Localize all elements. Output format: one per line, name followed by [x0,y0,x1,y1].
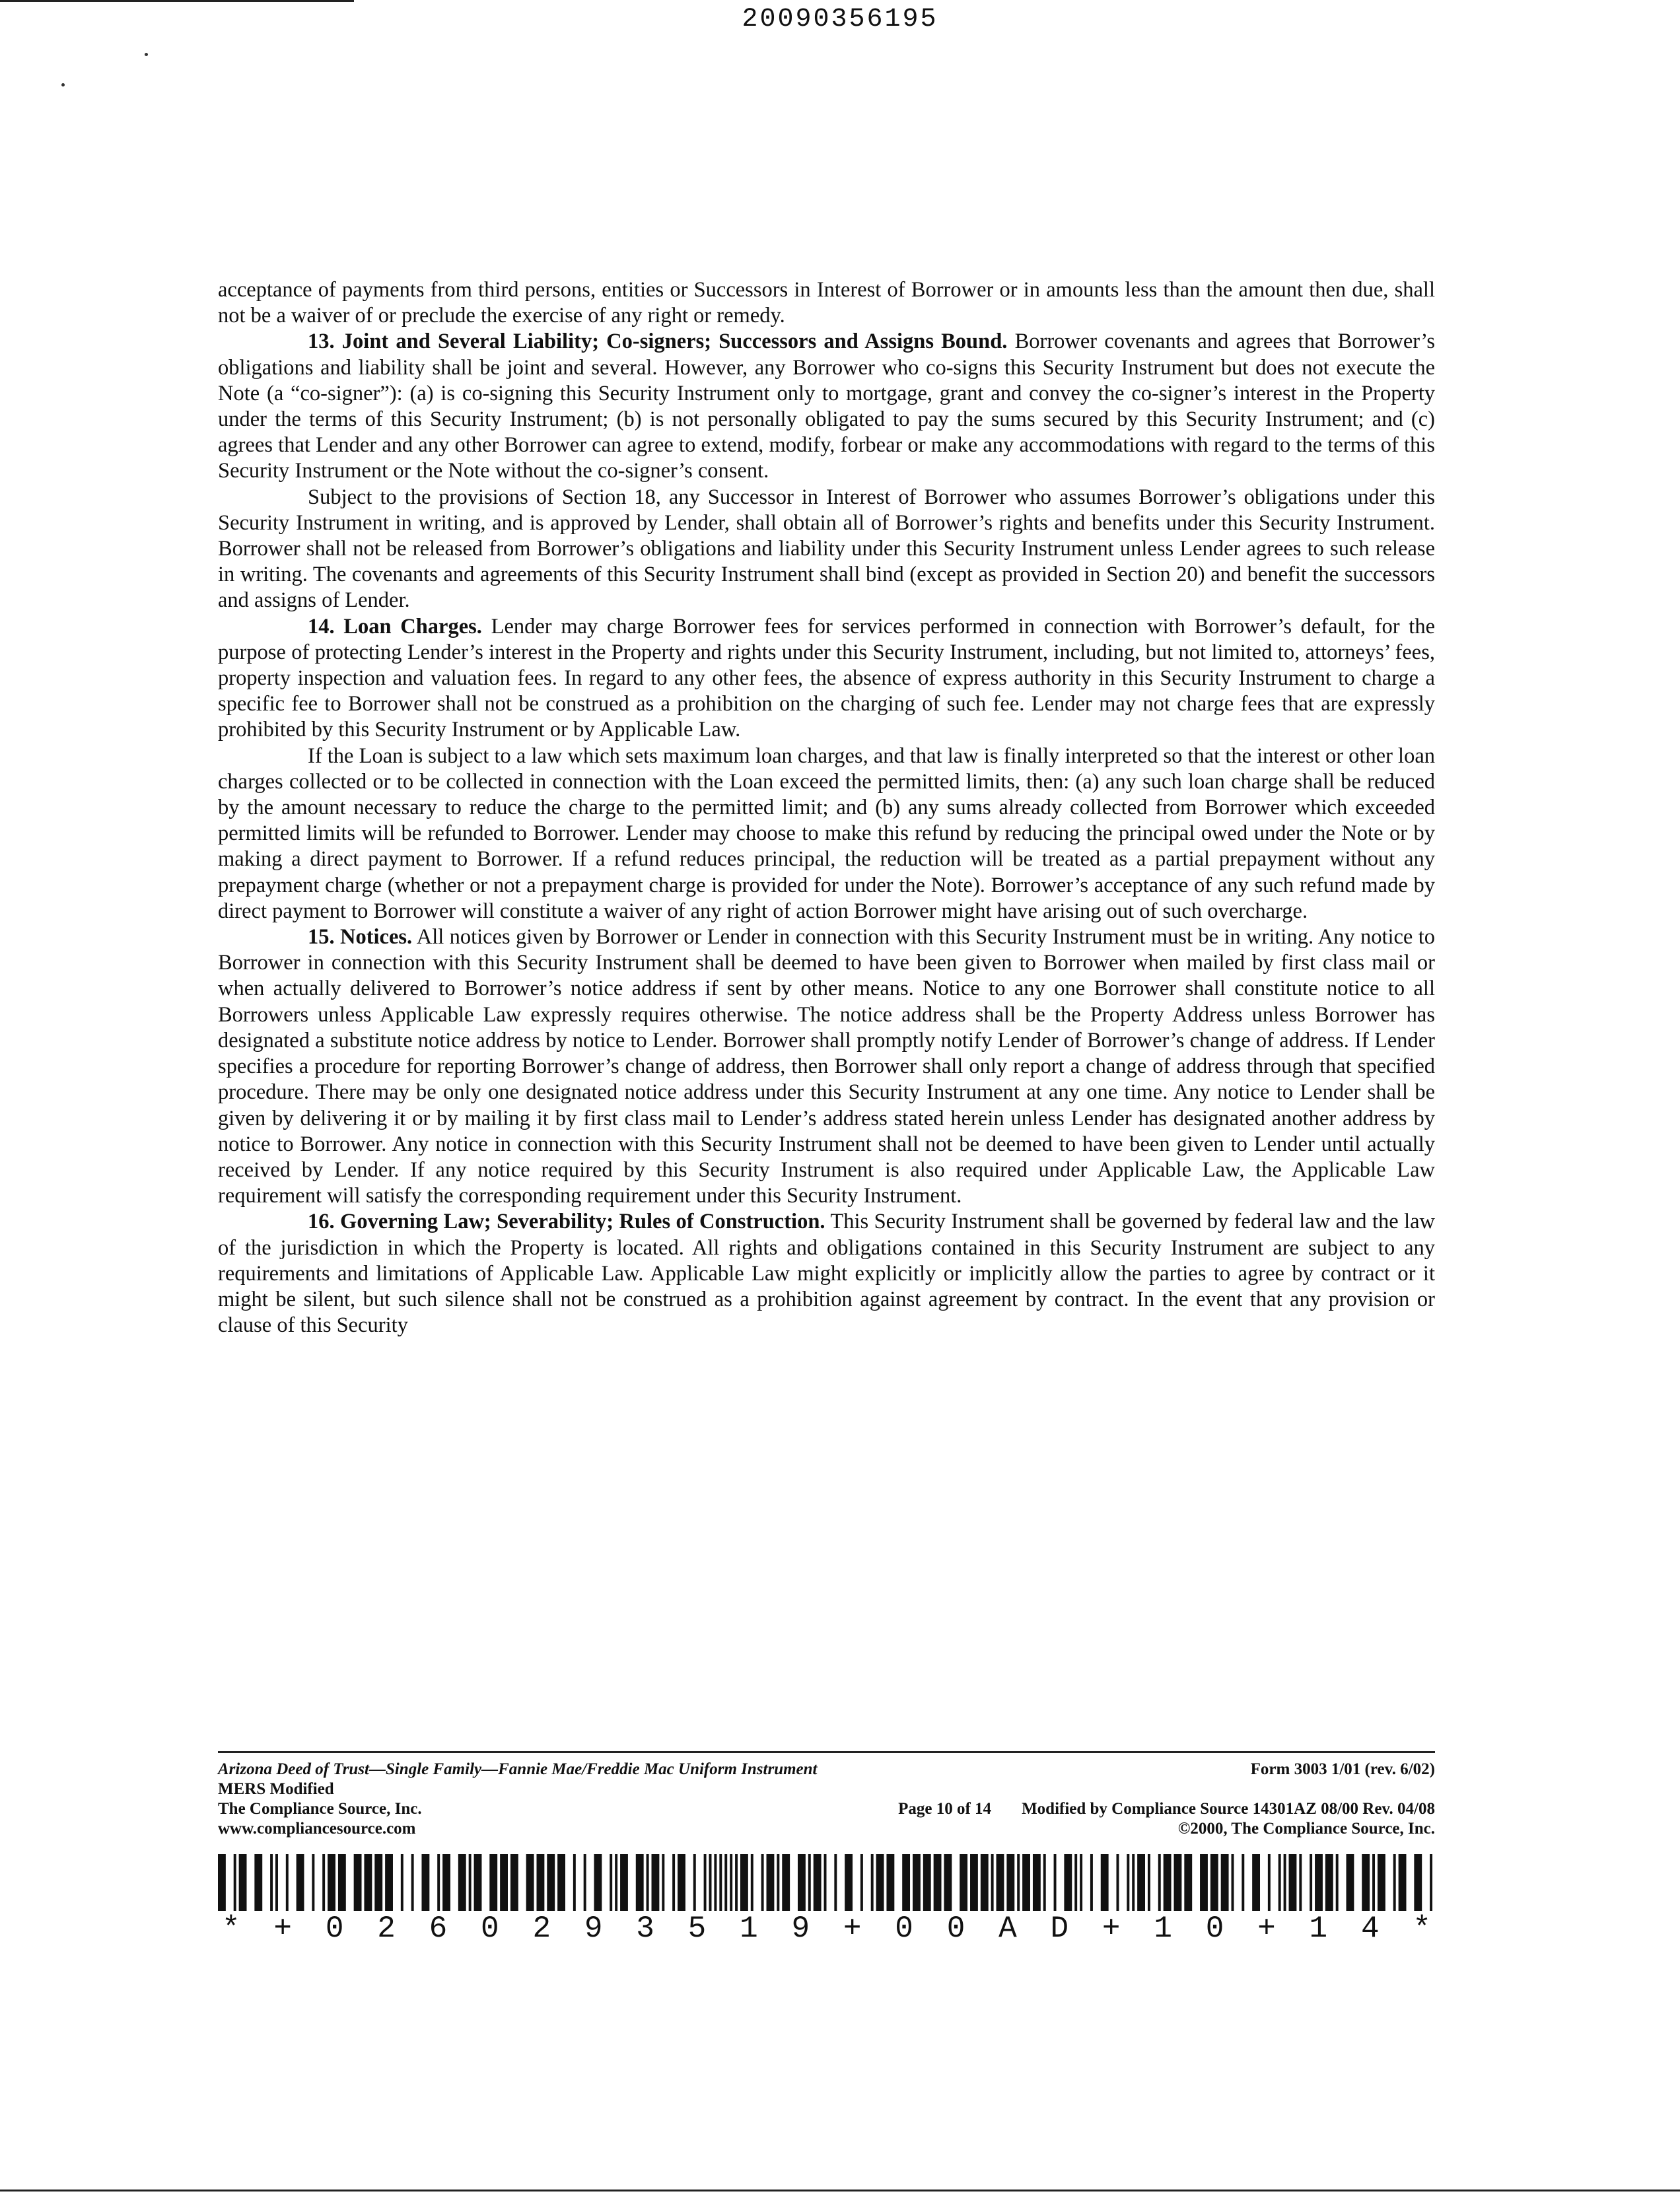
barcode-bar [824,1854,827,1911]
barcode-bar [286,1854,289,1911]
page-number: Page 10 of 14 [898,1800,992,1818]
barcode-bar [526,1854,534,1911]
barcode-bar [328,1854,335,1911]
website: www.compliancesource.com [218,1820,416,1838]
scan-speck [61,83,65,86]
barcode-bar [678,1854,685,1911]
barcode-character: 1 [1309,1912,1328,1946]
barcode-bar [1414,1854,1422,1911]
barcode-bar [1132,1854,1135,1911]
barcode-bar [647,1854,649,1911]
section-15 [218,924,1435,1209]
barcode-bar [923,1854,931,1911]
barcode-bar [1310,1854,1312,1911]
document-body [218,277,1435,1338]
barcode-character: 9 [791,1912,810,1946]
barcode-character: + [273,1912,293,1946]
bottom-rule [0,2190,1680,2191]
company-name: The Compliance Source, Inc. [218,1800,422,1818]
barcode-bar [500,1854,508,1911]
section-13-paragraph-2: Subject to the provisions of Section 18, any Successor in Interest of Borrower who assumes Borrower’s obligations under this Security Instrument in writing, and is approved by Lender, shall obtain all of Borrower’s rights and benefits under this Security Instrument. Borrower shall not be released from Borrower’s obligations and liability under this Security Instrument unless Lender agrees to such release in writing. The covenants and agreements of this Security Instrument shall bind (except as provided in Section 20) and benefit the successors and assigns of Lender. [218,485,1435,613]
barcode-character: 9 [584,1912,603,1946]
barcode-bar [1362,1854,1370,1911]
barcode-bar [740,1854,748,1911]
barcode-character: 2 [377,1912,396,1946]
barcode-character: + [843,1912,862,1946]
barcode-bar [1210,1854,1218,1911]
section-16 [218,1209,1435,1338]
barcode-bar [620,1854,628,1911]
barcode-character: + [1257,1912,1276,1946]
barcode-character: 0 [946,1912,965,1946]
barcode-bar [1289,1854,1297,1911]
barcode-bar [354,1854,362,1911]
barcode-bar [693,1854,696,1911]
barcode-bar [411,1854,414,1911]
barcode-character: 6 [429,1912,448,1946]
barcode-bar [322,1854,325,1911]
barcode-character: D [1050,1912,1069,1946]
barcode-character: 0 [1205,1912,1224,1946]
barcode-bar [981,1854,989,1911]
barcode-bar [1299,1854,1302,1911]
barcode-bar [860,1854,863,1911]
barcode-bar [997,1854,1004,1911]
barcode-bar [254,1854,262,1911]
barcode-bar [761,1854,764,1911]
barcode-bar [652,1854,660,1911]
barcode-bar [1033,1854,1041,1911]
barcode-bar [876,1854,884,1911]
barcode-bar [709,1854,712,1911]
barcode-bar [1006,1854,1014,1911]
barcode-bar [751,1854,753,1911]
barcode-bar [913,1854,921,1911]
barcode-bar [704,1854,707,1911]
barcode-bar [338,1854,346,1911]
barcode-bar [1158,1854,1161,1911]
barcode-character: 0 [481,1912,499,1946]
barcode-text [218,1912,1435,1945]
barcode-bar [218,1854,226,1911]
barcode-bar [312,1854,314,1911]
barcode-bar [557,1854,565,1911]
barcode-bar [1090,1854,1093,1911]
barcode-bar [944,1854,952,1911]
barcode-bar [1074,1854,1077,1911]
barcode-bar [1284,1854,1286,1911]
barcode-bar [1252,1854,1260,1911]
barcode-bar [510,1854,518,1911]
form-number: Form 3003 1/01 (rev. 6/02) [1250,1760,1435,1778]
barcode-bar [474,1854,482,1911]
barcode-bar [537,1854,545,1911]
barcode-bar [489,1854,497,1911]
barcode-bar [437,1854,440,1911]
barcode-bar [845,1854,853,1911]
barcode-bar [808,1854,811,1911]
barcode-bar [1372,1854,1375,1911]
barcode-bar [724,1854,727,1911]
barcode-bar [374,1854,382,1911]
section-15-heading: 15. Notices. [308,925,413,949]
barcode-bar [458,1854,466,1911]
barcode-bar [1336,1854,1339,1911]
barcode-bar [1017,1854,1020,1911]
barcode-bar [1043,1854,1046,1911]
barcode-bar [584,1854,586,1911]
barcode-bar [730,1854,732,1911]
footer-row-4 [218,1819,1435,1839]
barcode-bar [1022,1854,1030,1911]
barcode-bar [735,1854,738,1911]
barcode-bar [934,1854,942,1911]
barcode-character: 0 [325,1912,344,1946]
barcode-bar [991,1854,994,1911]
page-footer [218,1751,1435,1839]
section-13 [218,329,1435,484]
barcode-bar [767,1854,775,1911]
barcode-bar [1278,1854,1281,1911]
barcode-character: * [222,1912,240,1946]
barcode-character: A [998,1912,1017,1946]
barcode-bar [714,1854,717,1911]
barcode-bar [1101,1854,1109,1911]
barcode-bar [672,1854,675,1911]
barcode-bar [547,1854,555,1911]
modified-by: Modified by Compliance Source 14301AZ 08/00 Rev. 04/08 [1022,1800,1435,1818]
barcode-bar [1430,1854,1432,1911]
footer-row-3 [218,1799,1435,1819]
barcode-bar [610,1854,612,1911]
barcode-bar [814,1854,822,1911]
barcode-bar [834,1854,837,1911]
barcode-character: 1 [1154,1912,1172,1946]
barcode-bar [1080,1854,1082,1911]
barcode-bar [902,1854,910,1911]
barcode-bar [960,1854,967,1911]
barcode-bar [886,1854,894,1911]
barcode-bar [1378,1854,1385,1911]
barcode-bar [1148,1854,1150,1911]
barcode-bar [594,1854,602,1911]
barcode-bar [1393,1854,1396,1911]
top-rule [0,0,354,2]
barcode-bar [270,1854,273,1911]
barcode-bar [1117,1854,1119,1911]
section-14-heading: 14. Loan Charges. [308,614,482,638]
barcode-character: 0 [895,1912,913,1946]
barcode-bar [1127,1854,1129,1911]
barcode-bar [1137,1854,1145,1911]
barcode-character: + [1102,1912,1121,1946]
barcode-bar [297,1854,304,1911]
barcode-bar [1221,1854,1229,1911]
barcode-bar [615,1854,617,1911]
mers-label: MERS Modified [218,1780,334,1798]
barcode-character: * [1413,1912,1431,1946]
footer-row-1 [218,1760,1435,1779]
barcode-bar [275,1854,278,1911]
barcode-bar [1315,1854,1323,1911]
barcode-bar [777,1854,779,1911]
barcode-bar [1268,1854,1271,1911]
barcode-bar [421,1854,429,1911]
barcode-bar [662,1854,664,1911]
barcode [218,1854,1435,1911]
barcode-bar [1184,1854,1192,1911]
barcode-bar [573,1854,576,1911]
form-title: Arizona Deed of Trust—Single Family—Fannie Mae/Freddie Mac Uniform Instrument [218,1760,818,1778]
barcode-character: 3 [636,1912,654,1946]
barcode-bar [364,1854,372,1911]
paragraph-continuation: acceptance of payments from third persons, entities or Successors in Interest of Borrower or in amounts less than the amount then due, shall not be a waiver of or preclude the exercise of any right or remedy. [218,278,1435,328]
barcode-bar [234,1854,236,1911]
barcode-bar [1164,1854,1172,1911]
barcode-area [218,1854,1435,1945]
barcode-bar [1174,1854,1182,1911]
barcode-character: 5 [687,1912,707,1946]
footer-row-2 [218,1779,1435,1799]
barcode-bar [1064,1854,1072,1911]
scan-speck [145,53,148,56]
barcode-bar [1399,1854,1407,1911]
document-number: 20090356195 [742,5,938,34]
section-14 [218,614,1435,743]
barcode-bar [442,1854,450,1911]
barcode-bar [1232,1854,1234,1911]
section-16-text: This Security Instrument shall be governed by federal law and the law of the jurisdiction in which the Property is located. All rights and obligations contained in this Security Instrument are subject to any requirements and limitations of Applicable Law. Applicable Law might explicitly or implicitly allow the parties to agree by contract or it might be silent, but such silence shall not be construed as a prohibition against agreement by contract. In the event that any provision or clause of this Security [218,1210,1436,1338]
barcode-bar [385,1854,393,1911]
barcode-bar [1325,1854,1333,1911]
section-15-text: All notices given by Borrower or Lender in connection with this Security Instrument must be in writing. Any notice to Borrower in connection with this Security Instrument shall be deemed to have been given to Borrower when mailed by first class mail or when actually delivered to Borrower’s notice address if sent by other means. Notice to any one Borrower shall constitute notice to all Borrowers unless Applicable Law expressly requires otherwise. The notice address shall be the Property Address unless Borrower has designated a substitute notice address by notice to Lender. Borrower shall promptly notify Lender of Borrower’s change of address. If Lender specifies a procedure for reporting Borrower’s change of address, then Borrower shall only report a change of address through that specified procedure. There may be only one designated notice address under this Security Instrument at any one time. Any notice to Lender shall be given by delivering it or by mailing it by first class mail to Lender’s address stated herein unless Lender has designated another address by notice to Borrower. Any notice in connection with this Security Instrument shall not be deemed to have been given to Lender until actually received by Lender. If any notice required by this Security Instrument is also required under Applicable Law, the Applicable Law requirement will satisfy the corresponding requirement under this Security Instrument. [218,925,1435,1208]
barcode-bar [469,1854,472,1911]
footer-rule [218,1751,1435,1753]
barcode-bar [1200,1854,1208,1911]
barcode-bar [1054,1854,1057,1911]
barcode-bar [1242,1854,1244,1911]
barcode-character: 1 [740,1912,758,1946]
barcode-bar [871,1854,874,1911]
barcode-bar [239,1854,247,1911]
section-13-heading: 13. Joint and Several Liability; Co-signers; Successors and Assigns Bound. [308,329,1008,354]
section-14-paragraph-2: If the Loan is subject to a law which sets maximum loan charges, and that law is finally interpreted so that the interest or other loan charges collected or to be collected in connection with the Loan exceed the permitted limits, then: (a) any such loan charge shall be reduced by the amount necessary to reduce the charge to the permitted limit; and (b) any sums already collected from Borrower which exceeded permitted limits will be refunded to Borrower. Lender may choose to make this refund by reducing the principal owed under the Note or by making a direct payment to Borrower. If a refund reduces principal, the reduction will be treated as a partial prepayment without any prepayment charge (whether or not a prepayment charge is provided for under the Note). Borrower’s acceptance of any such refund made by direct payment to Borrower will constitute a waiver of any right of action Borrower might have arising out of such overcharge. [218,743,1435,923]
section-16-heading: 16. Governing Law; Severability; Rules of Construction. [308,1210,825,1234]
barcode-bar [636,1854,644,1911]
barcode-bar [970,1854,978,1911]
barcode-character: 4 [1360,1912,1380,1946]
copyright: ©2000, The Compliance Source, Inc. [1177,1820,1435,1838]
section-14-text: Lender may charge Borrower fees for services performed in connection with Borrower’s default, for the purpose of protecting Lender’s interest in the Property and rights under this Security Instrument, including, but not limited to, attorneys’ fees, property inspection and valuation fees. In regard to any other fees, the absence of express authority in this Security Instrument to charge a specific fee to Borrower shall not be construed as a prohibition on the charging of such fee. Lender may not charge fees that are expressly prohibited by this Security Instrument or by Applicable Law. [218,614,1436,742]
section-13-text: Borrower covenants and agrees that Borrower’s obligations and liability shall be joint and several. However, any Borrower who co-signs this Security Instrument but does not execute the Note (a “co-signer”): (a) is co-signing this Security Instrument only to mortgage, grant and convey the co-signer’s interest in the Property under the terms of this Security Instrument; (b) is not personally obligated to pay the sums secured by this Security Instrument; and (c) agrees that Lender and any other Borrower can agree to extend, modify, forbear or make any accommodations with regard to the terms of this Security Instrument or the Note without the co-signer’s consent. [218,329,1435,483]
barcode-bar [401,1854,403,1911]
barcode-bar [1347,1854,1354,1911]
barcode-bar [719,1854,722,1911]
barcode-bar [798,1854,806,1911]
barcode-character: 2 [532,1912,551,1946]
barcode-bar [782,1854,790,1911]
